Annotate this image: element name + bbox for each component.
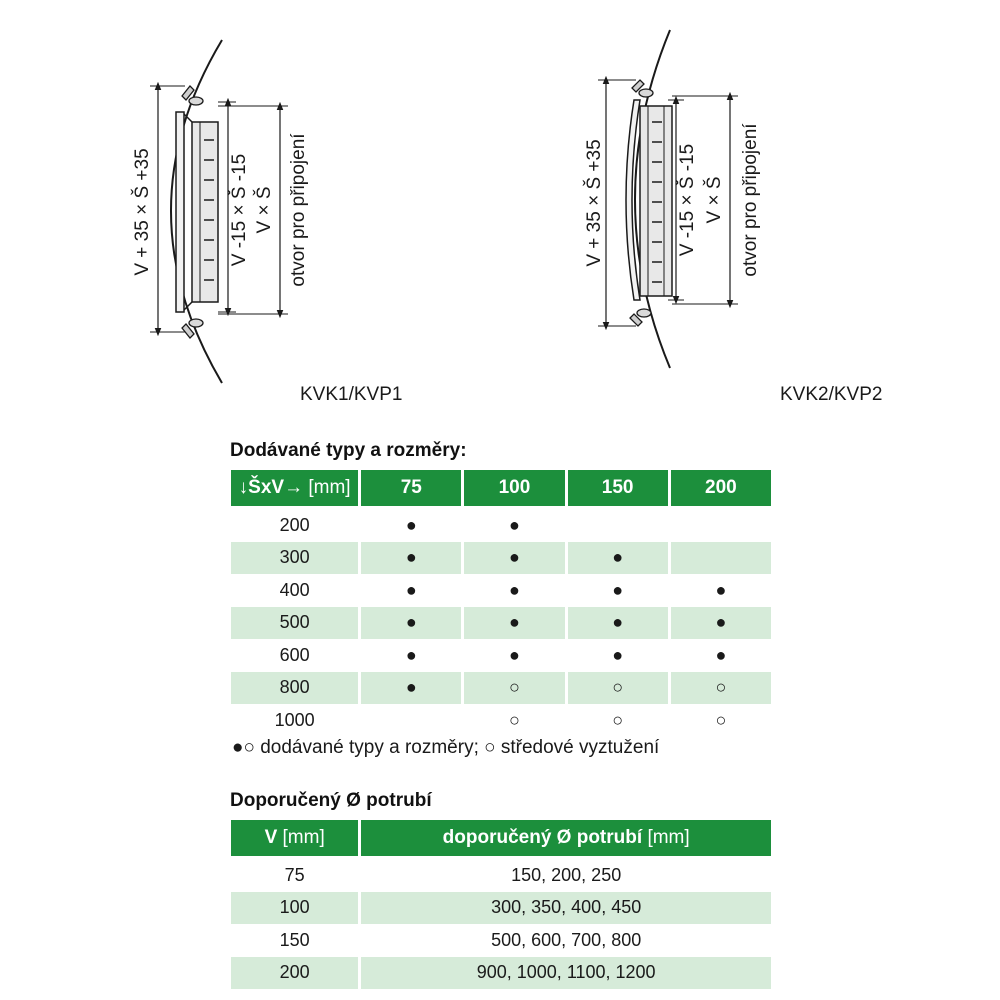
availability-cell: ○	[715, 709, 727, 730]
row-label: 200	[279, 514, 310, 535]
column-header: 200	[671, 470, 771, 509]
header-v	[231, 820, 358, 859]
column-header: 100	[464, 470, 564, 509]
row-label: 800	[231, 672, 358, 705]
availability-cell: ●	[361, 607, 461, 640]
diameter-cell: 300, 350, 400, 450	[361, 892, 771, 925]
header-diameter	[361, 820, 771, 859]
availability-cell: ●	[568, 607, 668, 640]
availability-cell	[568, 509, 668, 542]
connection-label-left: otvor pro připojení	[288, 133, 309, 287]
header-v-unit: [mm]	[282, 827, 325, 848]
availability-cell: ○	[568, 672, 668, 705]
table-row	[231, 859, 771, 892]
technical-drawings	[0, 0, 1000, 420]
availability-cell: ●	[671, 607, 771, 640]
row-label: 1000	[274, 709, 315, 730]
model-label-kvk1: KVK1/KVP1	[300, 384, 403, 405]
sizes-table	[228, 470, 774, 737]
table-row	[231, 509, 771, 542]
table-row	[231, 672, 771, 705]
sizes-header-row	[231, 470, 771, 509]
availability-cell: ○	[671, 672, 771, 705]
corner-unit: [mm]	[308, 477, 351, 498]
table-row	[231, 704, 771, 737]
sizes-legend: ●○ dodávané typy a rozměry; ○ středové vyztužení	[232, 737, 660, 758]
model-label-kvk2: KVK2/KVP2	[780, 384, 883, 405]
availability-cell: ●	[405, 579, 417, 600]
availability-cell: ●	[405, 644, 417, 665]
availability-cell: ●	[509, 579, 520, 600]
availability-cell: ○	[509, 709, 520, 730]
row-label: 600	[279, 644, 310, 665]
column-header: 75	[361, 470, 461, 509]
diameter-cell: 150, 200, 250	[511, 864, 622, 885]
availability-cell: ●	[715, 644, 727, 665]
diameter-cell: 900, 1000, 1100, 1200	[361, 957, 771, 990]
v-cell: 75	[284, 864, 305, 885]
table-row	[231, 607, 771, 640]
availability-cell: ●	[464, 542, 564, 575]
dim-outer-right: V + 35 × Š +35	[584, 139, 605, 267]
availability-cell: ●	[509, 514, 520, 535]
v-cell: 150	[279, 929, 310, 950]
dim-inner-left: V -15 × Š -15	[229, 153, 250, 267]
availability-cell: ●	[715, 579, 727, 600]
table-row	[231, 957, 771, 990]
pipes-header-row	[231, 820, 771, 859]
row-label: 300	[231, 542, 358, 575]
corner-label: ↓ŠxV→	[238, 477, 304, 498]
connection-label-right: otvor pro připojení	[740, 123, 761, 277]
table-row	[231, 639, 771, 672]
availability-cell: ●	[612, 579, 624, 600]
table-row	[231, 924, 771, 957]
availability-cell: ●	[361, 672, 461, 705]
availability-cell: ○	[464, 672, 564, 705]
dim-outer-left: V + 35 × Š +35	[132, 148, 153, 276]
availability-cell	[671, 509, 771, 542]
availability-cell: ●	[405, 514, 417, 535]
availability-cell: ○	[612, 709, 624, 730]
table-row	[231, 892, 771, 925]
availability-cell	[671, 542, 771, 575]
v-cell: 200	[231, 957, 358, 990]
availability-cell	[361, 704, 461, 737]
table-row	[231, 542, 771, 575]
header-diameter-unit: [mm]	[647, 827, 690, 848]
pipes-title: Doporučený Ø potrubí	[230, 790, 432, 811]
corner-header	[231, 470, 358, 509]
row-label: 500	[231, 607, 358, 640]
availability-cell: ●	[464, 607, 564, 640]
v-cell: 100	[231, 892, 358, 925]
availability-cell: ●	[509, 644, 520, 665]
header-v-label: V	[264, 827, 278, 848]
dim-inner-right: V -15 × Š -15	[677, 143, 698, 257]
table-row	[231, 574, 771, 607]
pipes-table	[228, 820, 774, 989]
availability-cell: ●	[612, 644, 624, 665]
sizes-title: Dodávané typy a rozměry:	[230, 440, 467, 461]
column-header: 150	[568, 470, 668, 509]
row-label: 400	[279, 579, 310, 600]
header-diameter-label: doporučený Ø potrubí	[442, 827, 643, 848]
diameter-cell: 500, 600, 700, 800	[491, 929, 642, 950]
availability-cell: ●	[568, 542, 668, 575]
dim-opening-left: V × Š	[254, 186, 275, 234]
availability-cell: ●	[361, 542, 461, 575]
dim-opening-right: V × Š	[704, 176, 725, 224]
